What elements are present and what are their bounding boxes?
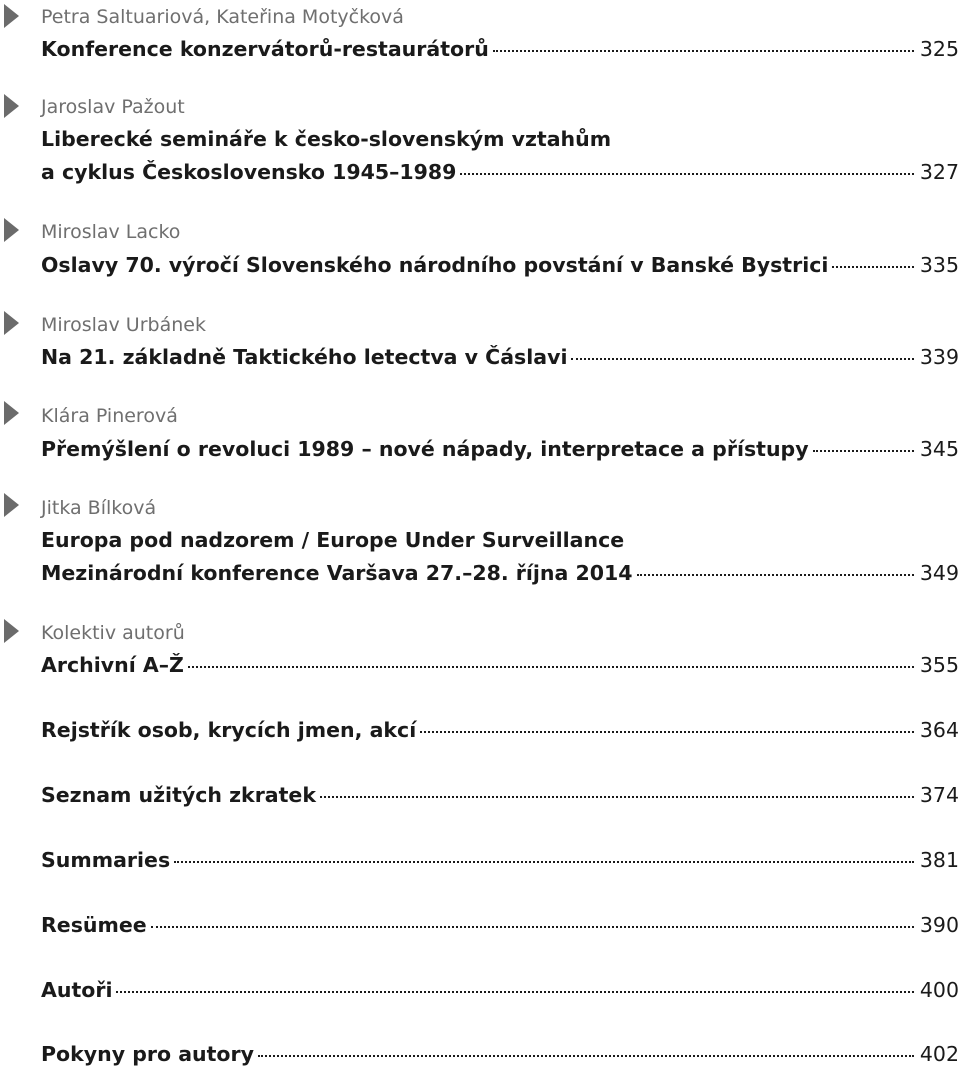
entry-title-line <box>41 1041 959 1067</box>
entry-author: Kolektiv autorů <box>41 622 185 644</box>
dot-leader <box>420 731 914 733</box>
page-number: 355 <box>919 653 959 677</box>
triangle-bullet-icon <box>4 94 19 118</box>
entry-title-line <box>41 159 959 185</box>
entry-title-line <box>41 560 959 586</box>
entry-title-line <box>41 126 959 152</box>
triangle-bullet-icon <box>4 218 19 242</box>
entry-title: Na 21. základně Taktického letectva v Čáslavi <box>41 345 568 369</box>
dot-leader <box>637 574 914 576</box>
page-number: 402 <box>919 1042 959 1066</box>
entry-title-line <box>41 717 959 743</box>
entry-title: Autoři <box>41 978 113 1002</box>
entry-title-line <box>41 912 959 938</box>
entry-title-line <box>41 527 959 553</box>
dot-leader <box>174 861 914 863</box>
dot-leader <box>813 450 914 452</box>
triangle-bullet-icon <box>4 4 19 28</box>
dot-leader <box>460 173 913 175</box>
entry-title-line <box>41 252 959 278</box>
triangle-bullet-icon <box>4 493 19 517</box>
page-number: 390 <box>919 913 959 937</box>
dot-leader <box>832 266 913 268</box>
entry-title: Summaries <box>41 848 171 872</box>
entry-title: Přemýšlení o revoluci 1989 – nové nápady, interpretace a přístupy <box>41 437 809 461</box>
dot-leader <box>151 926 914 928</box>
entry-author: Jaroslav Pažout <box>41 96 185 118</box>
entry-author: Jitka Bílková <box>41 497 157 519</box>
page-number: 381 <box>919 848 959 872</box>
entry-title: a cyklus Československo 1945–1989 <box>41 160 457 184</box>
page-number: 335 <box>919 253 959 277</box>
entry-title: Rejstřík osob, krycích jmen, akcí <box>41 718 417 742</box>
entry-author: Miroslav Lacko <box>41 221 181 243</box>
page-number: 325 <box>919 37 959 61</box>
entry-author: Klára Pinerová <box>41 405 178 427</box>
entry-title: Seznam užitých zkratek <box>41 783 316 807</box>
entry-title: Oslavy 70. výročí Slovenského národního povstání v Banské Bystrici <box>41 253 829 277</box>
page-number: 339 <box>919 345 959 369</box>
entry-title: Resümee <box>41 913 147 937</box>
page-number: 400 <box>919 978 959 1002</box>
entry-title-line <box>41 782 959 808</box>
entry-title-line <box>41 847 959 873</box>
entry-title: Europa pod nadzorem / Europe Under Surveillance <box>41 528 625 552</box>
entry-title-line <box>41 977 959 1003</box>
entry-title: Archivní A–Ž <box>41 653 184 677</box>
entry-author: Petra Saltuariová, Kateřina Motyčková <box>41 6 404 28</box>
entry-title: Pokyny pro autory <box>41 1042 254 1066</box>
dot-leader <box>188 666 914 668</box>
triangle-bullet-icon <box>4 619 19 643</box>
entry-title-line <box>41 344 959 370</box>
dot-leader <box>258 1055 914 1057</box>
dot-leader <box>493 50 914 52</box>
entry-title: Konference konzervátorů-restaurátorů <box>41 37 489 61</box>
entry-title: Mezinárodní konference Varšava 27.–28. října 2014 <box>41 561 633 585</box>
triangle-bullet-icon <box>4 401 19 425</box>
dot-leader <box>320 796 914 798</box>
triangle-bullet-icon <box>4 311 19 335</box>
page-number: 349 <box>919 561 959 585</box>
entry-title-line <box>41 436 959 462</box>
page-number: 364 <box>919 718 959 742</box>
entry-title-line <box>41 36 959 62</box>
page-number: 345 <box>919 437 959 461</box>
page-number: 374 <box>919 783 959 807</box>
entry-title: Liberecké semináře k česko-slovenským vztahům <box>41 127 612 151</box>
entry-author: Miroslav Urbánek <box>41 314 206 336</box>
dot-leader <box>116 991 913 993</box>
entry-title-line <box>41 652 959 678</box>
page-number: 327 <box>919 160 959 184</box>
dot-leader <box>571 358 913 360</box>
